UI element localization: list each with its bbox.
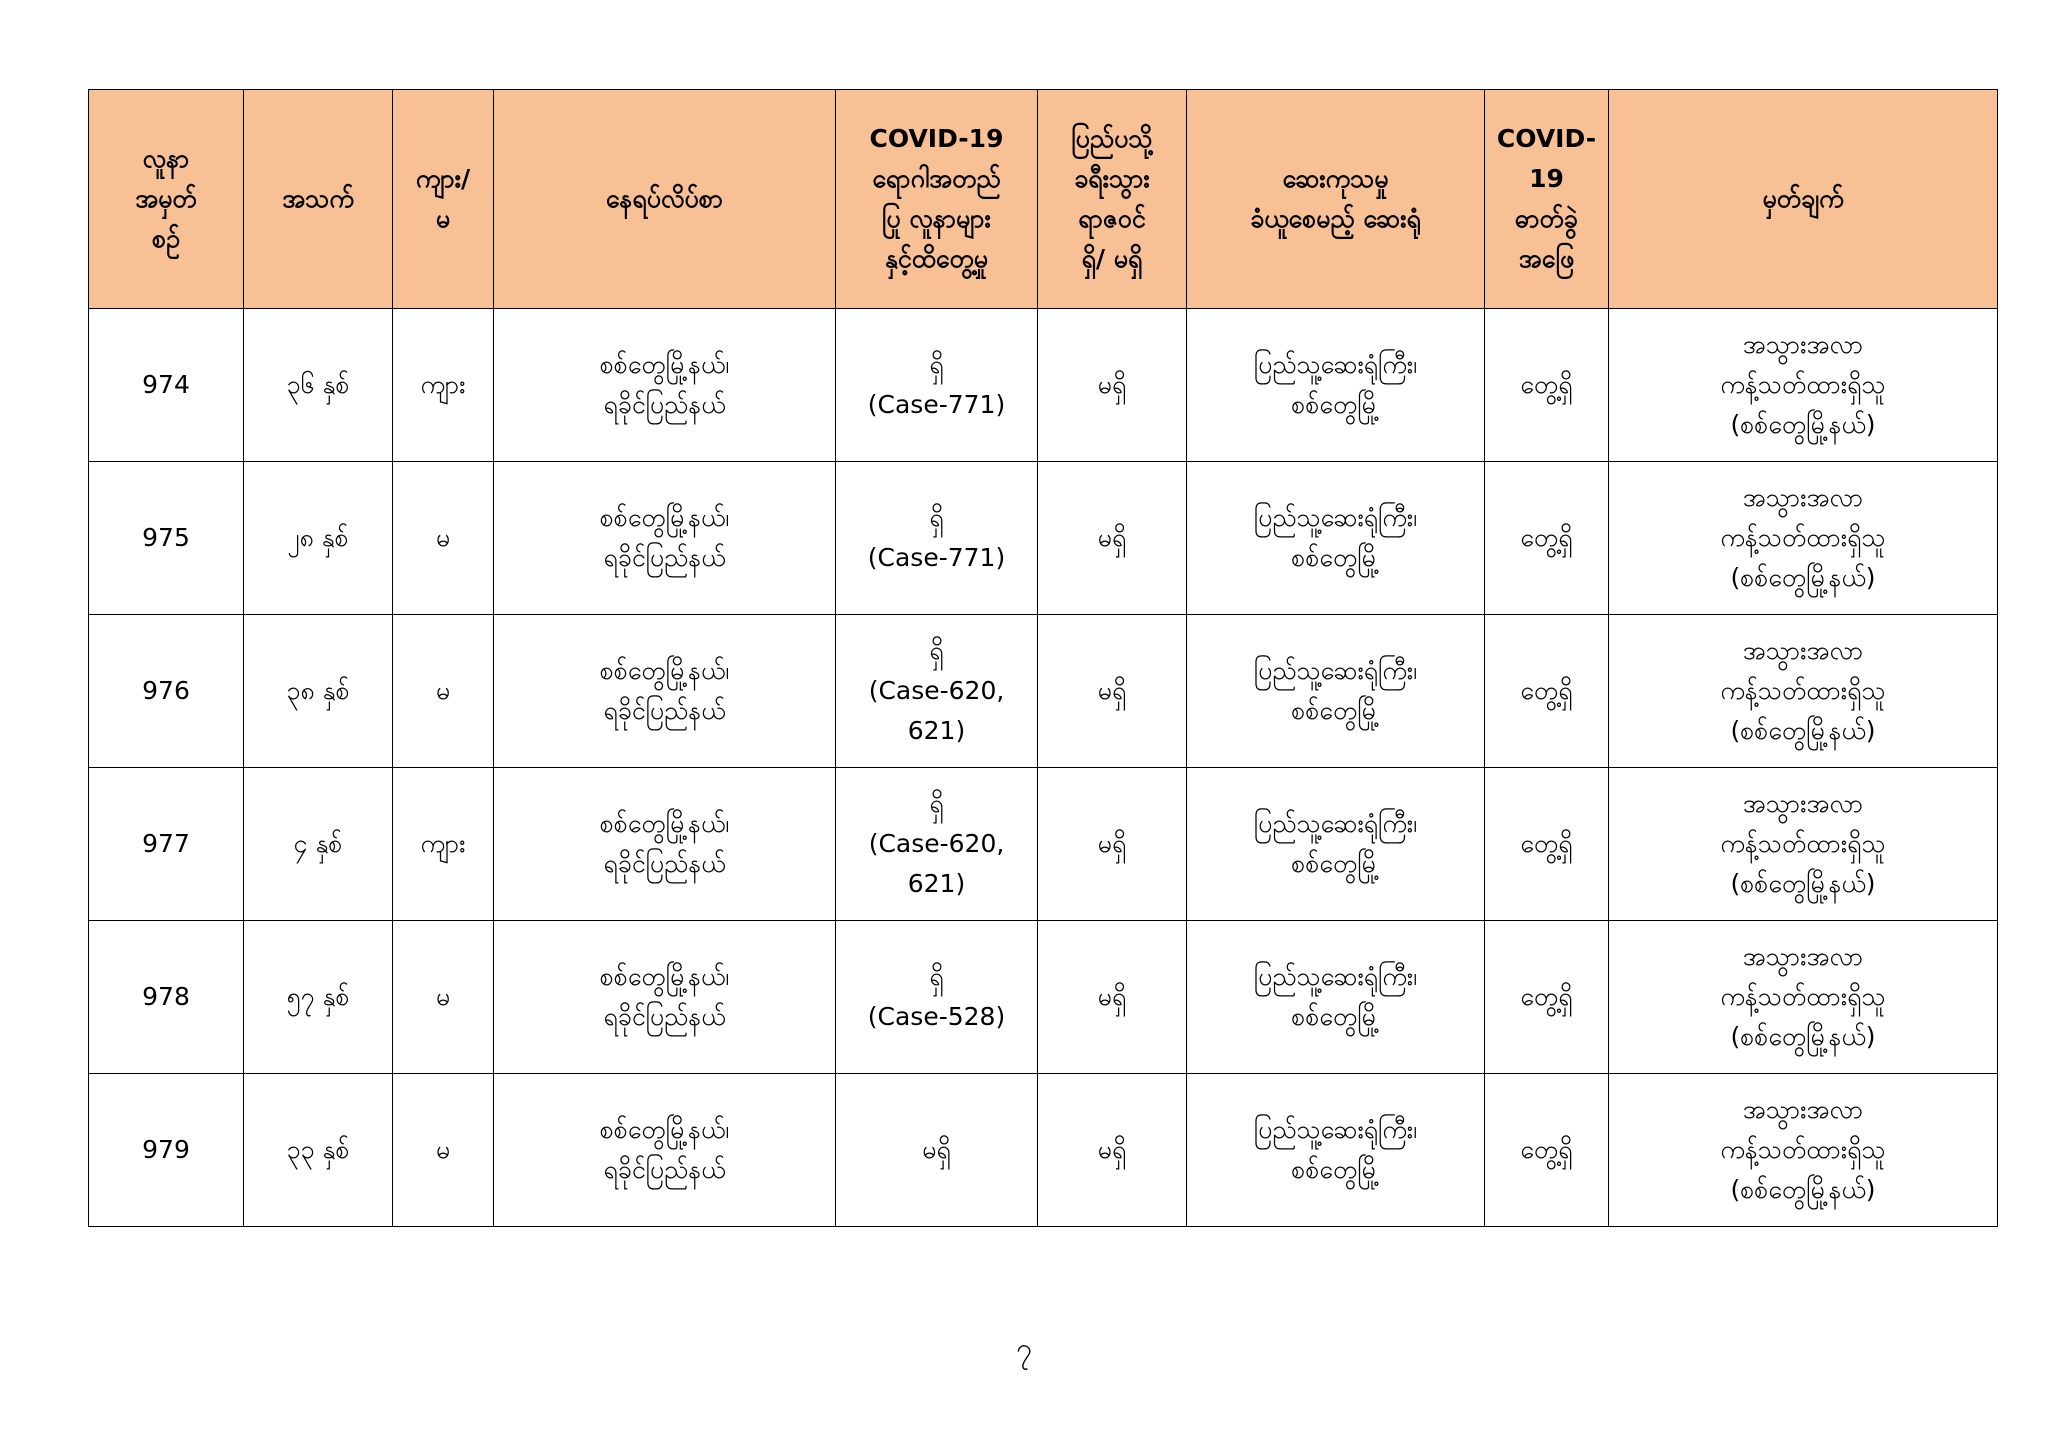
cell-line: စစ်တွေမြို့နယ်၊ bbox=[599, 656, 730, 685]
covid-case-table bbox=[88, 89, 1998, 1227]
cell-line: ရခိုင်ပြည်နယ် bbox=[603, 543, 726, 572]
cell-line: ရခိုင်ပြည်နယ် bbox=[603, 1002, 726, 1031]
cell-line: (စစ်တွေမြို့နယ်) bbox=[1730, 1022, 1876, 1051]
cell-line: ရခိုင်ပြည်နယ် bbox=[603, 390, 726, 419]
header-line: ကျား/ bbox=[415, 164, 471, 193]
cell-patient-no: 977 bbox=[89, 768, 244, 921]
cell-line: ကန့်သတ်ထားရှိသူ bbox=[1720, 1135, 1886, 1164]
cell-line: ကန့်သတ်ထားရှိသူ bbox=[1720, 523, 1886, 552]
cell-line: ပြည်သူ့ဆေးရုံကြီး၊ bbox=[1253, 503, 1418, 532]
cell-contact bbox=[836, 615, 1038, 768]
cell-line: ရခိုင်ပြည်နယ် bbox=[603, 849, 726, 878]
page-number: ၇ bbox=[1016, 1332, 1032, 1365]
cell-age: ၃၃ နှစ် bbox=[244, 1074, 393, 1227]
cell-line: အသွားအလာ bbox=[1742, 942, 1864, 971]
cell-address bbox=[494, 309, 836, 462]
cell-line: စစ်တွေမြို့ bbox=[1291, 390, 1380, 419]
cell-line: စစ်တွေမြို့ bbox=[1291, 543, 1380, 572]
table-header-row bbox=[89, 90, 1998, 309]
cell-sex: မ bbox=[393, 462, 494, 615]
cell-age: ၄ နှစ် bbox=[244, 768, 393, 921]
cell-age: ၅၇ နှစ် bbox=[244, 921, 393, 1074]
header-line: အဖြေ bbox=[1518, 244, 1575, 273]
cell-line: အသွားအလာ bbox=[1742, 483, 1864, 512]
header-line: စဉ် bbox=[152, 224, 180, 253]
cell-line: စစ်တွေမြို့နယ်၊ bbox=[599, 350, 730, 379]
table-row bbox=[89, 921, 1998, 1074]
cell-sex: မ bbox=[393, 615, 494, 768]
cell-hospital bbox=[1187, 921, 1485, 1074]
header-lab-result bbox=[1485, 90, 1609, 309]
cell-travel-history: မရှိ bbox=[1038, 768, 1187, 921]
cell-line: (စစ်တွေမြို့နယ်) bbox=[1730, 563, 1876, 592]
cell-line: ပြည်သူ့ဆေးရုံကြီး၊ bbox=[1253, 962, 1418, 991]
header-line: မ bbox=[435, 204, 451, 233]
cell-remark bbox=[1609, 1074, 1998, 1227]
header-line: ခံယူစေမည့် ဆေးရုံ bbox=[1250, 204, 1421, 233]
header-remark bbox=[1609, 90, 1998, 309]
cell-line: (စစ်တွေမြို့နယ်) bbox=[1730, 410, 1876, 439]
header-line: ဓာတ်ခွဲ bbox=[1515, 204, 1578, 233]
header-line: နေရပ်လိပ်စာ bbox=[605, 184, 724, 213]
cell-hospital bbox=[1187, 309, 1485, 462]
cell-travel-history: မရှိ bbox=[1038, 921, 1187, 1074]
cell-age: ၃၈ နှစ် bbox=[244, 615, 393, 768]
header-age bbox=[244, 90, 393, 309]
cell-contact bbox=[836, 768, 1038, 921]
cell-line: (Case-620, bbox=[868, 829, 1005, 858]
cell-line: စစ်တွေမြို့နယ်၊ bbox=[599, 962, 730, 991]
table-row bbox=[89, 309, 1998, 462]
cell-line: ပြည်သူ့ဆေးရုံကြီး၊ bbox=[1253, 656, 1418, 685]
cell-line: (Case-620, bbox=[868, 676, 1005, 705]
header-line: နှင့်ထိတွေ့မှု bbox=[884, 244, 989, 273]
header-line: ပြု လူနာများ bbox=[882, 204, 991, 233]
cell-line: ကန့်သတ်ထားရှိသူ bbox=[1720, 370, 1886, 399]
cell-line: စစ်တွေမြို့ bbox=[1291, 1002, 1380, 1031]
cell-contact bbox=[836, 462, 1038, 615]
cell-line: အသွားအလာ bbox=[1742, 1095, 1864, 1124]
header-line: ခရီးသွား bbox=[1074, 164, 1150, 193]
header-line: COVID-19 bbox=[869, 124, 1004, 153]
cell-remark bbox=[1609, 462, 1998, 615]
table-row bbox=[89, 1074, 1998, 1227]
cell-hospital bbox=[1187, 768, 1485, 921]
cell-line: ရှိ bbox=[929, 962, 944, 991]
cell-lab-result: တွေ့ရှိ bbox=[1485, 615, 1609, 768]
cell-line: ပြည်သူ့ဆေးရုံကြီး၊ bbox=[1253, 809, 1418, 838]
cell-address bbox=[494, 768, 836, 921]
cell-age: ၃၆ နှစ် bbox=[244, 309, 393, 462]
header-sex bbox=[393, 90, 494, 309]
cell-line: (Case-528) bbox=[867, 1002, 1006, 1031]
cell-patient-no: 979 bbox=[89, 1074, 244, 1227]
cell-line: ရှိ bbox=[929, 350, 944, 379]
cell-lab-result: တွေ့ရှိ bbox=[1485, 921, 1609, 1074]
cell-line: (စစ်တွေမြို့နယ်) bbox=[1730, 716, 1876, 745]
cell-remark bbox=[1609, 309, 1998, 462]
cell-line: မရှိ bbox=[922, 1135, 951, 1164]
cell-line: စစ်တွေမြို့ bbox=[1291, 1155, 1380, 1184]
cell-line: ပြည်သူ့ဆေးရုံကြီး၊ bbox=[1253, 1115, 1418, 1144]
cell-travel-history: မရှိ bbox=[1038, 462, 1187, 615]
cell-line: (Case-771) bbox=[867, 543, 1006, 572]
cell-line: အသွားအလာ bbox=[1742, 330, 1864, 359]
cell-line: (စစ်တွေမြို့နယ်) bbox=[1730, 1175, 1876, 1204]
table-row bbox=[89, 615, 1998, 768]
cell-age: ၂၈ နှစ် bbox=[244, 462, 393, 615]
cell-line: ရှိ bbox=[929, 636, 944, 665]
header-line: အသက် bbox=[282, 184, 354, 213]
header-line: ပြည်ပသို့ bbox=[1071, 124, 1153, 153]
cell-line: ရခိုင်ပြည်နယ် bbox=[603, 696, 726, 725]
cell-sex: မ bbox=[393, 921, 494, 1074]
cell-sex: ကျား bbox=[393, 309, 494, 462]
header-travel-history bbox=[1038, 90, 1187, 309]
cell-line: (စစ်တွေမြို့နယ်) bbox=[1730, 869, 1876, 898]
cell-line: စစ်တွေမြို့ bbox=[1291, 849, 1380, 878]
header-line: အမှတ် bbox=[135, 184, 197, 213]
cell-lab-result: တွေ့ရှိ bbox=[1485, 768, 1609, 921]
header-line: ရှိ/ မရှိ bbox=[1081, 244, 1143, 273]
cell-line: 621) bbox=[907, 716, 966, 745]
table-row bbox=[89, 462, 1998, 615]
cell-contact bbox=[836, 309, 1038, 462]
cell-patient-no: 974 bbox=[89, 309, 244, 462]
cell-contact bbox=[836, 921, 1038, 1074]
cell-address bbox=[494, 1074, 836, 1227]
cell-line: (Case-771) bbox=[867, 390, 1006, 419]
cell-hospital bbox=[1187, 462, 1485, 615]
cell-patient-no: 978 bbox=[89, 921, 244, 1074]
cell-line: စစ်တွေမြို့ bbox=[1291, 696, 1380, 725]
cell-hospital bbox=[1187, 1074, 1485, 1227]
cell-hospital bbox=[1187, 615, 1485, 768]
cell-sex: ကျား bbox=[393, 768, 494, 921]
cell-line: ကန့်သတ်ထားရှိသူ bbox=[1720, 676, 1886, 705]
cell-patient-no: 976 bbox=[89, 615, 244, 768]
cell-travel-history: မရှိ bbox=[1038, 309, 1187, 462]
cell-address bbox=[494, 615, 836, 768]
table-body bbox=[89, 309, 1998, 1227]
cell-remark bbox=[1609, 768, 1998, 921]
cell-contact bbox=[836, 1074, 1038, 1227]
cell-line: ရှိ bbox=[929, 789, 944, 818]
header-contact bbox=[836, 90, 1038, 309]
cell-travel-history: မရှိ bbox=[1038, 615, 1187, 768]
cell-lab-result: တွေ့ရှိ bbox=[1485, 462, 1609, 615]
header-address bbox=[494, 90, 836, 309]
cell-remark bbox=[1609, 921, 1998, 1074]
header-line: COVID- bbox=[1496, 124, 1597, 153]
table-row bbox=[89, 768, 1998, 921]
header-line: ရာဇဝင် bbox=[1078, 204, 1146, 233]
cell-line: ရှိ bbox=[929, 503, 944, 532]
cell-line: စစ်တွေမြို့နယ်၊ bbox=[599, 503, 730, 532]
cell-line: 621) bbox=[907, 869, 966, 898]
cell-address bbox=[494, 921, 836, 1074]
cell-line: ပြည်သူ့ဆေးရုံကြီး၊ bbox=[1253, 350, 1418, 379]
cell-line: ရခိုင်ပြည်နယ် bbox=[603, 1155, 726, 1184]
header-patient-no bbox=[89, 90, 244, 309]
cell-line: ကန့်သတ်ထားရှိသူ bbox=[1720, 982, 1886, 1011]
cell-sex: မ bbox=[393, 1074, 494, 1227]
header-line: ဆေးကုသမှု bbox=[1282, 164, 1389, 193]
header-line: 19 bbox=[1529, 164, 1564, 193]
header-hospital bbox=[1187, 90, 1485, 309]
cell-address bbox=[494, 462, 836, 615]
cell-line: ကန့်သတ်ထားရှိသူ bbox=[1720, 829, 1886, 858]
cell-lab-result: တွေ့ရှိ bbox=[1485, 309, 1609, 462]
cell-lab-result: တွေ့ရှိ bbox=[1485, 1074, 1609, 1227]
cell-travel-history: မရှိ bbox=[1038, 1074, 1187, 1227]
header-line: လူနာ bbox=[142, 144, 190, 173]
header-line: ရောဂါအတည် bbox=[872, 164, 1001, 193]
cell-line: စစ်တွေမြို့နယ်၊ bbox=[599, 1115, 730, 1144]
cell-patient-no: 975 bbox=[89, 462, 244, 615]
cell-remark bbox=[1609, 615, 1998, 768]
cell-line: စစ်တွေမြို့နယ်၊ bbox=[599, 809, 730, 838]
header-line: မှတ်ချက် bbox=[1762, 184, 1844, 213]
cell-line: အသွားအလာ bbox=[1742, 636, 1864, 665]
cell-line: အသွားအလာ bbox=[1742, 789, 1864, 818]
